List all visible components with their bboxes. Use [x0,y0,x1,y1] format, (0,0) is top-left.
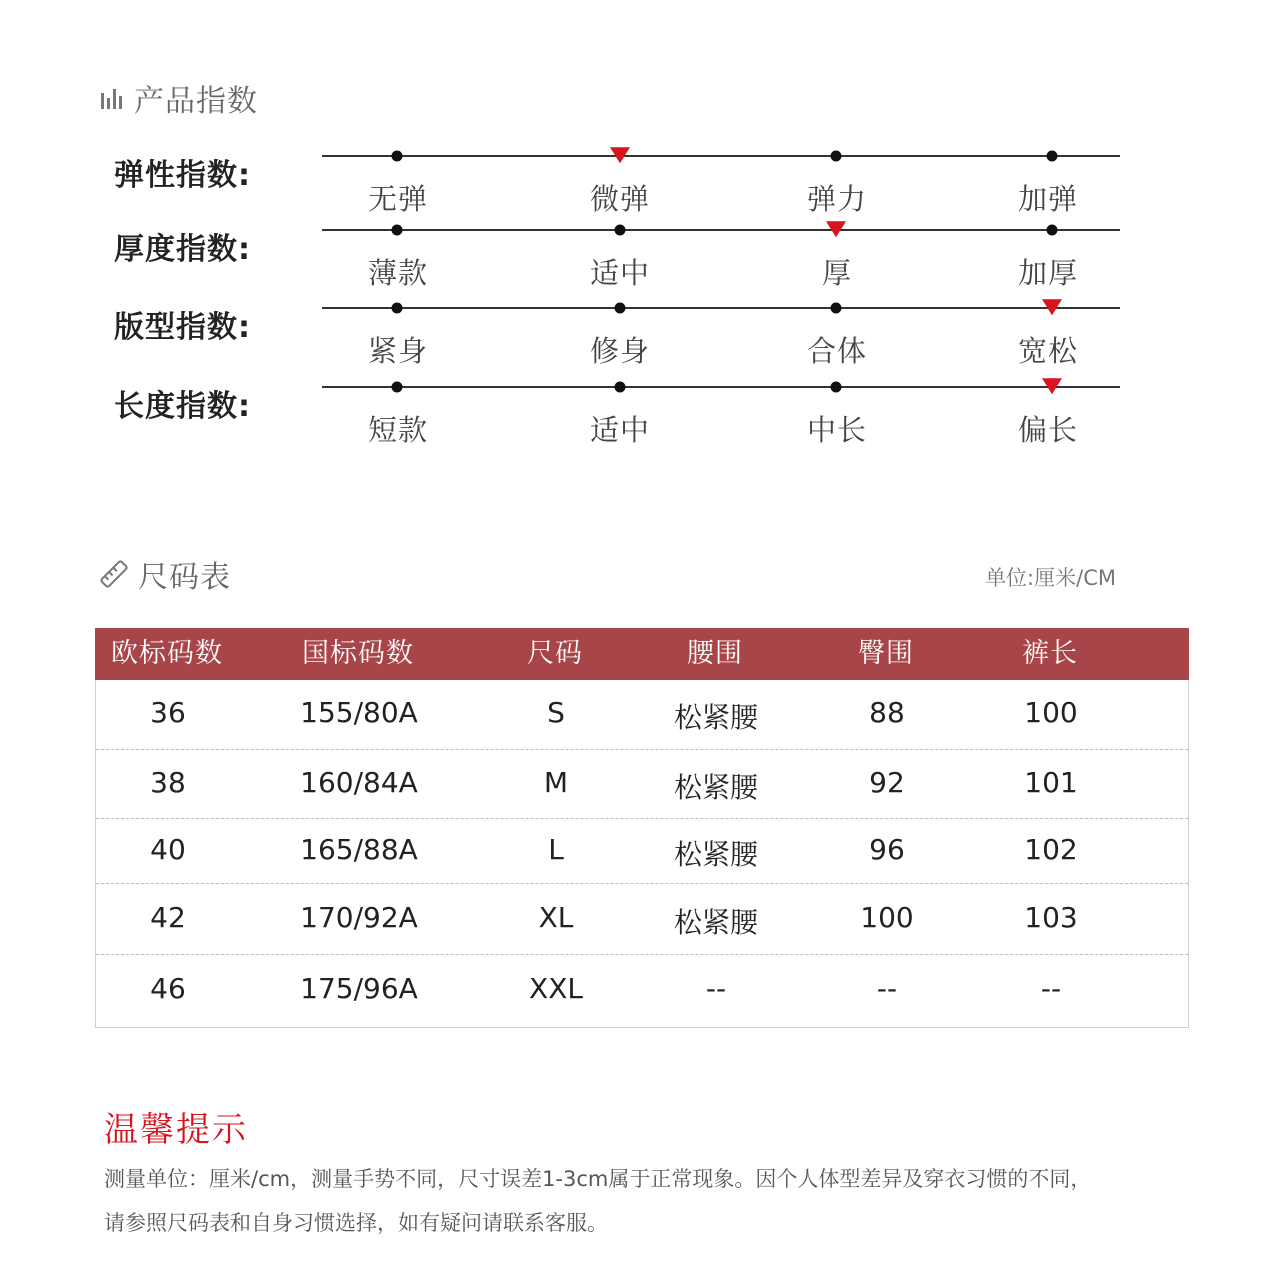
table-cell: 100 [1024,695,1078,729]
selected-marker-icon [610,147,630,163]
table-cell: -- [705,972,727,1005]
index-scale-line [322,386,1120,388]
table-cell: 88 [869,695,905,729]
index-option: 厚 [821,256,853,290]
selected-marker-icon [1042,299,1062,315]
tips-line-2: 请参照尺码表和自身习惯选择，如有疑问请联系客服。 [104,1211,608,1235]
index-option: 短款 [367,413,429,447]
index-scale-line [322,155,1120,157]
scale-dot [615,303,626,314]
product-index-title-text: 产品指数 [134,84,258,119]
table-row [96,680,1188,749]
size-chart-title-text: 尺码表 [138,560,231,595]
scale-dot [831,303,842,314]
table-cell: 101 [1024,765,1078,799]
table-cell: 松紧腰 [673,837,759,871]
table-cell: 170/92A [300,900,418,934]
scale-dot [392,382,403,393]
table-header-cell: 国标码数 [302,638,414,669]
index-option: 紧身 [367,334,429,368]
table-cell: 175/96A [300,972,418,1005]
scale-dot [392,303,403,314]
table-cell: 160/84A [300,765,418,799]
scale-dot [1047,151,1058,162]
table-cell: 102 [1024,832,1078,866]
table-cell: 42 [150,900,186,934]
scale-dot [392,151,403,162]
table-cell: 165/88A [300,832,418,866]
tips-title: 温馨提示 [104,1110,248,1150]
table-header-cell: 臀围 [858,638,914,669]
table-header-cell: 裤长 [1022,638,1078,669]
index-option: 薄款 [367,256,429,290]
index-label: 厚度指数: [114,232,251,267]
size-table [95,628,1189,1028]
scale-dot [831,151,842,162]
table-cell: 46 [150,972,186,1005]
index-option: 弹力 [806,182,868,216]
table-header-cell: 尺码 [527,638,583,669]
table-header-cell: 欧标码数 [111,638,223,669]
index-scale-line [322,307,1120,309]
table-cell: XXL [529,972,583,1005]
index-option: 中长 [806,413,868,447]
ruler-icon [98,558,130,590]
index-option: 无弹 [367,182,429,216]
product-index-title [100,76,258,120]
table-cell: -- [1040,972,1062,1005]
scale-dot [831,382,842,393]
index-option: 适中 [589,413,651,447]
scale-dot [615,382,626,393]
index-option: 宽松 [1017,334,1079,368]
bar-chart-icon [100,87,126,109]
table-cell: M [543,765,569,799]
index-option: 微弹 [589,182,651,216]
table-cell: L [548,832,564,866]
table-row [96,883,1188,955]
index-option: 合体 [806,334,868,368]
index-label: 长度指数: [114,389,251,424]
selected-marker-icon [826,221,846,237]
table-header [95,628,1189,680]
tips-line-1: 测量单位：厘米/cm，测量手势不同，尺寸误差1-3cm属于正常现象。因个人体型差异及穿衣习惯的不同， [104,1167,1092,1191]
table-cell: -- [876,972,898,1005]
index-option: 修身 [589,334,651,368]
table-cell: 92 [869,765,905,799]
table-cell: 155/80A [300,695,418,729]
index-option: 偏长 [1017,413,1079,447]
index-option: 加厚 [1017,256,1079,290]
index-scale-line [322,229,1120,231]
table-header-cell: 腰围 [687,638,743,669]
table-cell: 103 [1024,900,1078,934]
scale-dot [1047,225,1058,236]
table-cell: 96 [869,832,905,866]
selected-marker-icon [1042,378,1062,394]
table-cell: 松紧腰 [673,700,759,734]
table-cell: XL [538,900,574,934]
table-cell: S [547,695,565,729]
index-label: 弹性指数: [114,158,251,193]
index-option: 加弹 [1017,182,1079,216]
index-option: 适中 [589,256,651,290]
table-cell: 松紧腰 [673,770,759,804]
table-row [96,818,1188,884]
table-cell: 38 [150,765,186,799]
table-cell: 36 [150,695,186,729]
table-cell: 100 [860,900,914,934]
table-row [96,749,1188,819]
table-cell: 40 [150,832,186,866]
table-cell: 松紧腰 [673,905,759,939]
index-label: 版型指数: [114,310,251,345]
unit-label: 单位:厘米/CM [985,566,1116,590]
table-row [96,954,1188,1027]
scale-dot [392,225,403,236]
scale-dot [615,225,626,236]
size-chart-title [98,552,231,596]
